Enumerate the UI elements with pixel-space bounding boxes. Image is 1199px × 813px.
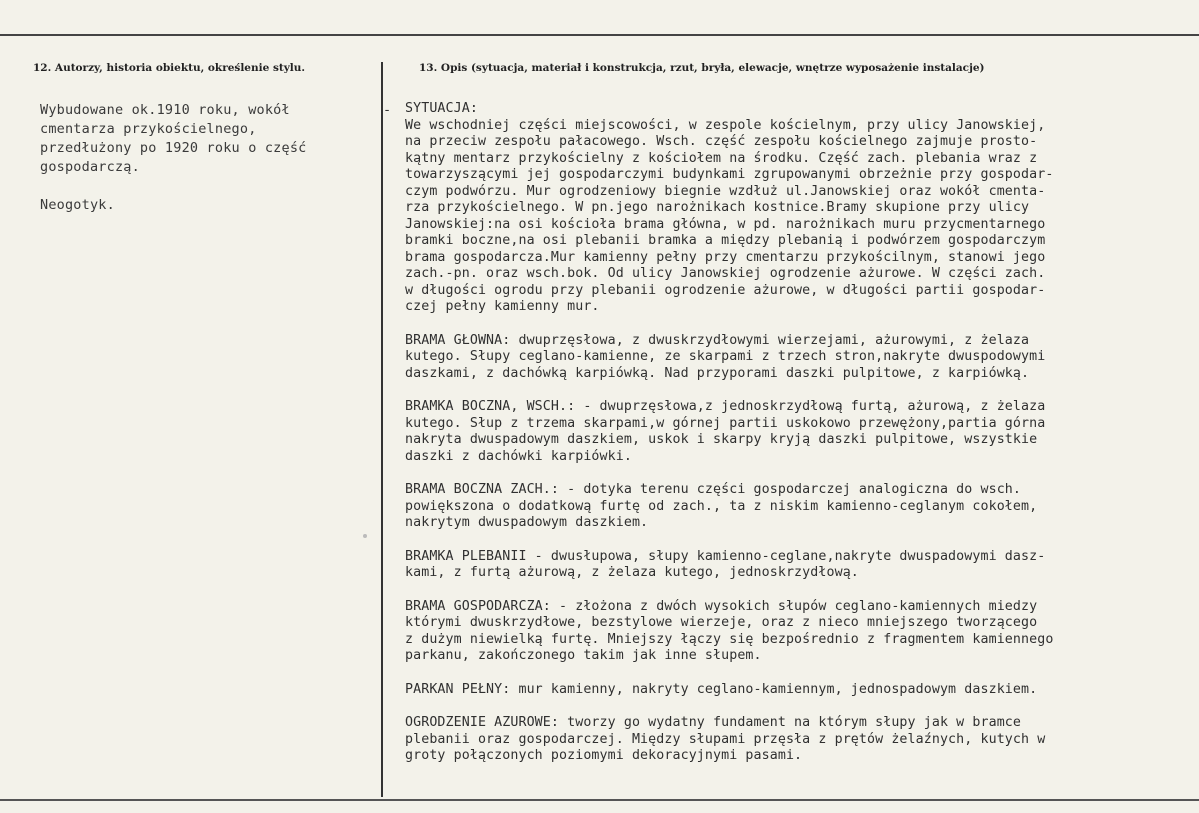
description-text <box>405 101 1195 782</box>
text-line: OGRODZENIE AZUROWE: tworzy go wydatny fundament na którym słupy jak w bramce <box>405 715 1022 730</box>
text-line: BRAMA GŁOWNA: dwuprzęsłowa, z dwuskrzydłowymi wierzejami, ażurowymi, z żelaza <box>405 332 1030 348</box>
text-line: BRAMKA PLEBANII - dwusłupowa, słupy kamienno-ceglane,nakryte dwuspadowymi dasz- <box>405 548 1046 564</box>
history-paragraph <box>40 101 375 177</box>
text-line: nakryta dwuspadowym daszkiem, uskok i skarpy kryją daszki pulpitowe, wszystkie <box>405 432 1038 447</box>
text-line: We wschodniej części miejscowości, w zespole kościelnym, przy ulicy Janowskiej, <box>405 117 1046 133</box>
situation-paragraph <box>405 101 1195 316</box>
text-line: Neogotyk. <box>40 197 115 213</box>
west-side-gate-paragraph <box>405 482 1195 532</box>
text-line: brama gospodarcza.Mur kamienny pełny przy cmentarzu przykościlnym, stanowi jego <box>405 249 1046 265</box>
text-line: kami, z furtą ażurową, z żelaza kutego, jednoskrzydłową. <box>405 565 859 580</box>
top-rule <box>0 34 1199 36</box>
text-line: plebanii oraz gospodarczej. Między słupami przęsła z prętów żelaźnych, kutych w <box>405 731 1046 747</box>
authors-history-style-text <box>40 101 375 234</box>
text-line: powiększona o dodatkową furtę od zach., ta z niskim kamienno-ceglanym cokołem, <box>405 498 1038 514</box>
style-paragraph <box>40 196 375 215</box>
text-line: daszkami, z dachówką karpiówką. Nad przyporami daszki pulpitowe, z karpiówką. <box>405 365 1030 381</box>
text-line: Wybudowane ok.1910 roku, wokół <box>40 102 290 118</box>
list-dash: - <box>383 102 392 118</box>
main-gate-paragraph <box>405 333 1195 383</box>
text-line: kutego. Słup z trzema skarpami,w górnej partii uskokowo przewężony,partia górna <box>405 415 1046 431</box>
text-line: zach.-pn. oraz wsch.bok. Od ulicy Janowskiej ogrodzenie ażurowe. W części zach. <box>405 266 1046 281</box>
text-line: na przeciw zespołu pałacowego. Wsch. część zespołu kościelnego zajmuje prosto- <box>405 134 1038 149</box>
column-divider <box>381 62 383 797</box>
text-line: towarzyszącymi jej gospodarczymi budynkami zgrupowanymi obrzeżnie przy gospodar- <box>405 167 1054 182</box>
text-line: daszki z dachówki karpiówki. <box>405 448 632 464</box>
rectory-gate-paragraph <box>405 549 1195 582</box>
text-line: z dużym niewielką furtę. Mniejszy łączy się bezpośrednio z fragmentem kamiennego <box>405 631 1054 647</box>
text-line: BRAMA BOCZNA ZACH.: - dotyka terenu części gospodarczej analogiczna do wsch. <box>405 482 1022 497</box>
text-line: czym podwórzu. Mur ogrodzeniowy biegnie wzdłuż ul.Janowskiej oraz wokół cmenta- <box>405 183 1046 199</box>
text-line: SYTUACJA: <box>405 101 478 116</box>
text-line: kątny mentarz przykościelny z kościołem na środku. Część zach. plebania wraz z <box>405 150 1038 166</box>
farm-gate-paragraph <box>405 599 1195 665</box>
text-line: cmentarza przykościelnego, <box>40 121 257 137</box>
text-line: gospodarczą. <box>40 159 140 175</box>
solid-fence-paragraph <box>405 682 1195 699</box>
text-line: Janowskiej:na osi kościoła brama główna, w pd. narożnikach muru przycmentarnego <box>405 216 1046 232</box>
paper-speck <box>363 534 367 538</box>
text-line: rza przykościelnego. W pn.jego narożnikach kostnice.Bramy skupione przy ulicy <box>405 200 1030 215</box>
openwork-fence-paragraph <box>405 715 1195 765</box>
text-line: którymi dwuskrzydłowe, bezstylowe wierzeje, oraz z nieco mniejszego tworzącego <box>405 615 1038 630</box>
text-line: groty połączonych poziomymi dekoracyjnymi pasami. <box>405 748 803 763</box>
text-line: nakrytym dwuspadowym daszkiem. <box>405 515 649 530</box>
text-line: BRAMA GOSPODARCZA: - złożona z dwóch wysokich słupów ceglano-kamiennych miedzy <box>405 598 1038 614</box>
section-12-header: 12. Autorzy, historia obiektu, określenie stylu. <box>33 62 306 74</box>
text-line: kutego. Słupy ceglano-kamienne, ze skarpami z trzech stron,nakryte dwuspodowymi <box>405 349 1046 364</box>
text-line: w długości ogrodu przy plebanii ogrodzenie ażurowe, w długości partii gospodar- <box>405 282 1046 298</box>
text-line: czej pełny kamienny mur. <box>405 299 600 314</box>
east-side-gate-paragraph <box>405 399 1195 465</box>
bottom-rule <box>0 799 1199 801</box>
section-13-header: 13. Opis (sytuacja, materiał i konstrukcja, rzut, bryła, elewacje, wnętrze wyposażenie instalacje) <box>419 62 985 74</box>
text-line: BRAMKA BOCZNA, WSCH.: - dwuprzęsłowa,z jednoskrzydłową furtą, ażurową, z żelaza <box>405 399 1046 414</box>
text-line: PARKAN PEŁNY: mur kamienny, nakryty ceglano-kamiennym, jednospadowym daszkiem. <box>405 681 1038 697</box>
text-line: bramki boczne,na osi plebanii bramka a między plebanią i podwórzem gospodarczym <box>405 233 1046 248</box>
text-line: przedłużony po 1920 roku o część <box>40 140 307 156</box>
text-line: parkanu, zakończonego takim jak inne słupem. <box>405 648 762 663</box>
